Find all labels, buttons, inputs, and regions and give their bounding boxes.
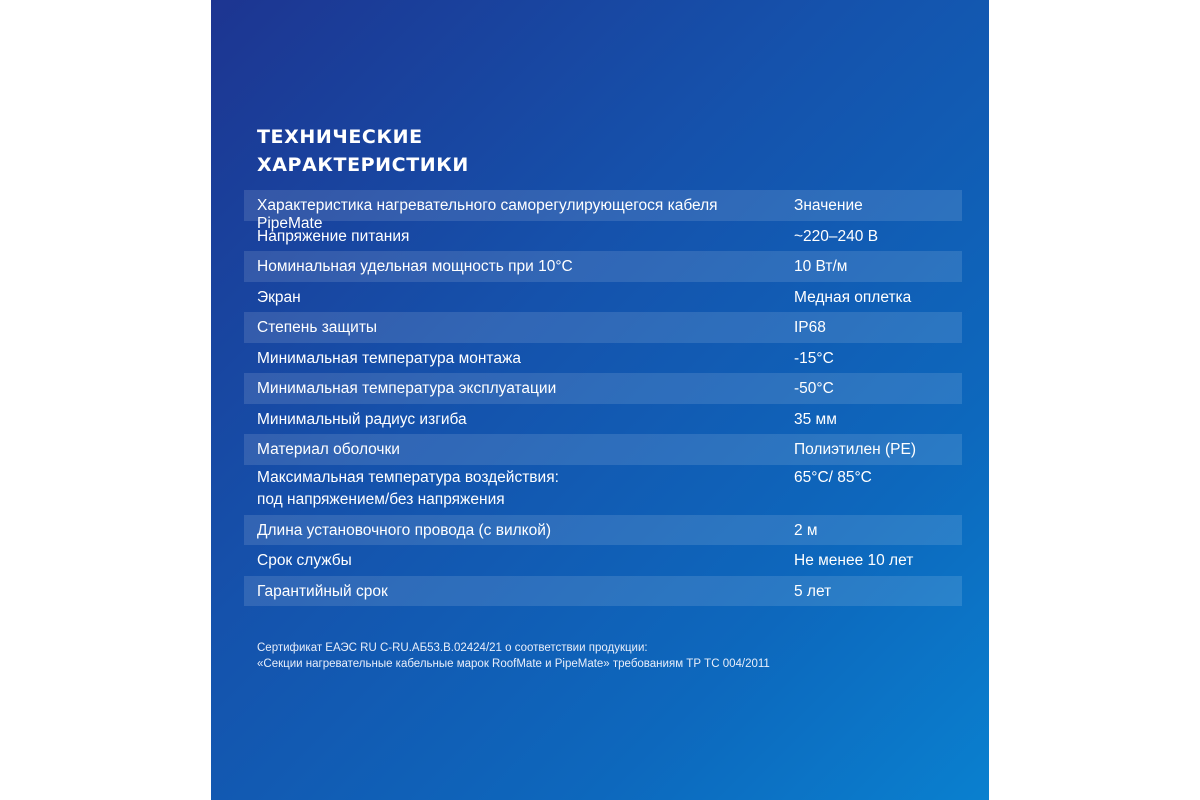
header-value-cell: Значение: [794, 197, 863, 214]
row-value-cell: 10 Вт/м: [794, 258, 848, 275]
row-value-cell: 2 м: [794, 521, 818, 539]
footnote-line-2: «Секции нагревательные кабельные марок RoofMate и PipeMate» требованиям ТР ТС 004/2011: [257, 658, 770, 670]
table-row: [244, 343, 962, 374]
row-name-cell: Срок службы: [257, 552, 352, 569]
table-row: [244, 312, 962, 343]
row-name-cell: Максимальная температура воздействия: под напряжением/без напряжения: [257, 468, 559, 508]
row-name-cell: Номинальная удельная мощность при 10°С: [257, 258, 573, 275]
row-value-cell: Не менее 10 лет: [794, 552, 914, 569]
spec-table: [244, 190, 962, 606]
row-name-cell: Степень защиты: [257, 319, 378, 336]
table-row: [244, 515, 962, 546]
table-header-row: [244, 190, 962, 232]
footnote-line-1: Сертификат ЕАЭС RU C-RU.АБ53.В.02424/21 о соответствии продукции:: [257, 642, 648, 654]
row-name-cell: Минимальная температура монтажа: [257, 349, 521, 367]
title-line-2: ХАРАКТЕРИСТИКИ: [257, 154, 469, 176]
row-name-cell: Материал оболочки: [257, 441, 400, 458]
row-name-cell: Длина установочного провода (с вилкой): [257, 521, 552, 539]
row-value-cell: -15°С: [794, 349, 834, 367]
row-name-cell: Минимальный радиус изгиба: [257, 410, 467, 428]
row-value-cell: 35 мм: [794, 410, 837, 428]
row-value-cell: ~220–240 В: [794, 227, 879, 245]
row-name-cell: Напряжение питания: [257, 227, 410, 245]
row-value-cell: 65°С/ 85°С: [794, 468, 872, 486]
row-value-cell: -50°С: [794, 380, 834, 397]
certificate-footnote: [257, 640, 770, 672]
row-name-cell: Минимальная температура эксплуатации: [257, 380, 557, 397]
table-row: [244, 282, 962, 313]
row-name-cell: Гарантийный срок: [257, 582, 388, 600]
row-value-cell: 5 лет: [794, 582, 832, 600]
table-row: [244, 373, 962, 404]
row-value-cell: IP68: [794, 319, 826, 336]
header-name-cell: Характеристика нагревательного саморегулирующегося кабеля PipeMate: [257, 197, 718, 232]
row-value-cell: Полиэтилен (PE): [794, 441, 916, 458]
spec-panel: [211, 0, 989, 800]
table-row: [244, 576, 962, 607]
table-row: [244, 545, 962, 576]
table-row: [244, 251, 962, 282]
row-name-cell: Экран: [257, 288, 301, 306]
page-title: [257, 123, 469, 179]
title-line-1: ТЕХНИЧЕСКИЕ: [257, 126, 423, 148]
table-row: [244, 404, 962, 435]
row-value-cell: Медная оплетка: [794, 288, 912, 306]
table-row: [244, 465, 962, 515]
table-row: [244, 434, 962, 465]
